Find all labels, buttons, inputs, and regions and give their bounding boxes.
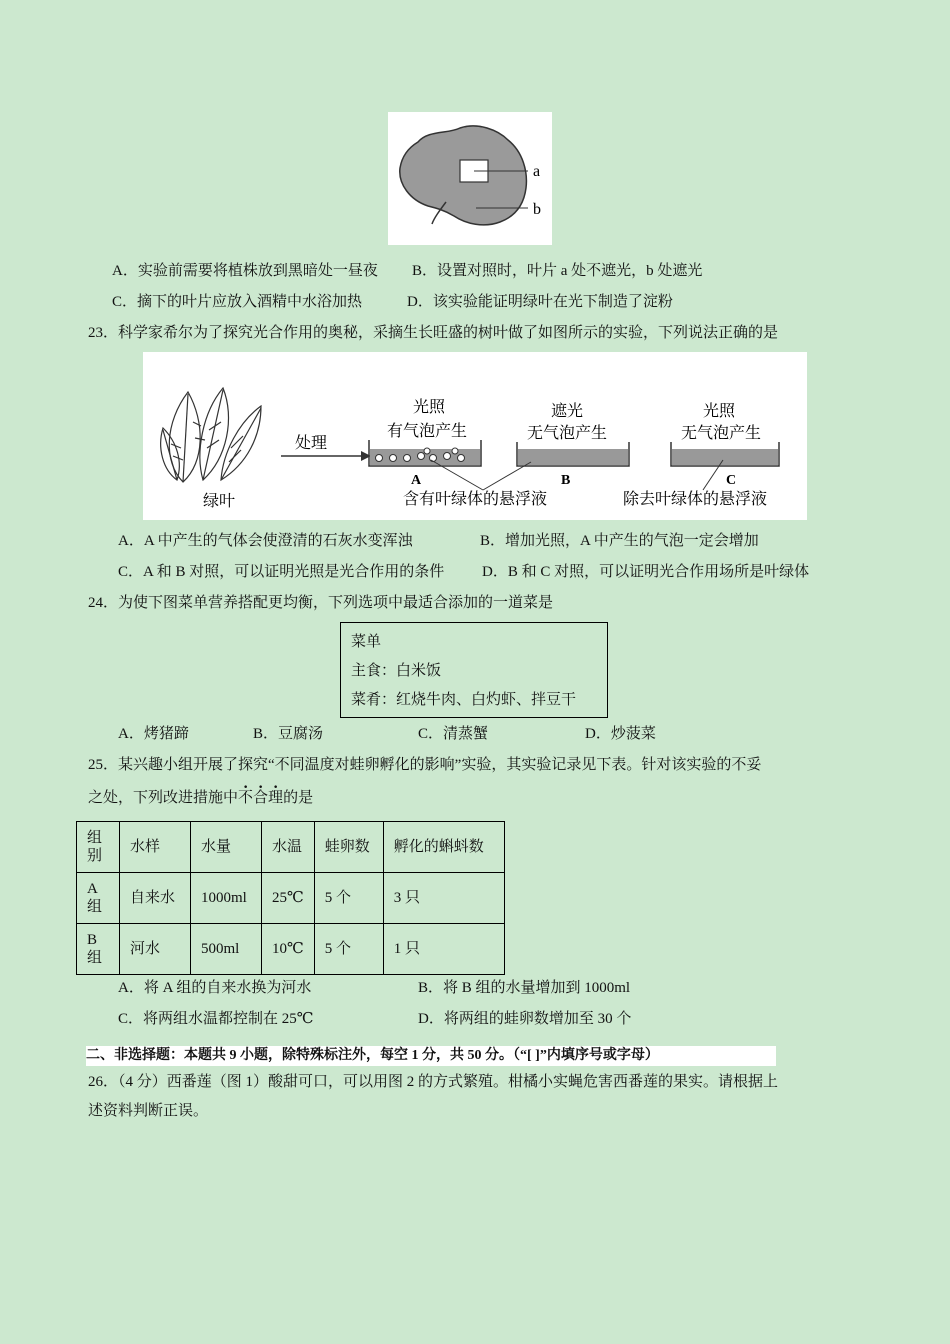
table-row: [77, 873, 505, 924]
emph-char-1: 不: [238, 790, 254, 806]
q25-option-b: B．将 B 组的水量增加到 1000ml: [418, 980, 631, 996]
q25-option-d: D．将两组的蛙卵数增加至 30 个: [418, 1011, 632, 1027]
q22-option-a: A．实验前需要将植株放到黑暗处一昼夜: [112, 263, 378, 279]
b-nobubble-label: 无气泡产生: [527, 423, 608, 442]
q23-stem: 23．科学家希尔为了探究光合作用的奥秘，采摘生长旺盛的树叶做了如图所示的实验，下列说法正确的是: [88, 325, 779, 341]
q24-option-a: A．烤猪蹄: [118, 726, 189, 742]
leaf-label: 绿叶: [203, 491, 236, 510]
q24-option-b: B．豆腐汤: [253, 726, 324, 742]
leaves-icon: [161, 388, 261, 482]
beaker-c-name: C: [726, 473, 737, 488]
q22-option-b: B．设置对照时，叶片 a 处不遮光，b 处遮光: [412, 263, 703, 279]
q25-option-c: C．将两组水温都控制在 25℃: [118, 1011, 314, 1027]
cell: 10℃: [262, 924, 315, 975]
beaker-a-name: A: [411, 473, 422, 488]
menu-title: 菜单: [351, 634, 382, 650]
q23-option-b: B．增加光照，A 中产生的气泡一定会增加: [480, 533, 759, 549]
experiment-table: [76, 821, 505, 975]
cell: 25℃: [262, 873, 315, 924]
cell: 1000ml: [191, 873, 262, 924]
suspension-b: [518, 449, 628, 465]
c-light-label: 光照: [703, 401, 736, 420]
header-water-temp: 水温: [262, 822, 315, 873]
q26-line2: 述资料判断正误。: [88, 1103, 209, 1119]
beaker-b-name: B: [561, 473, 571, 488]
note-with-chloroplast: 含有叶绿体的悬浮液: [403, 489, 548, 508]
q25-option-a: A．将 A 组的自来水换为河水: [118, 980, 312, 996]
a-bubble-label: 有气泡产生: [387, 421, 468, 440]
table-row: [77, 924, 505, 975]
c-nobubble-label: 无气泡产生: [681, 423, 762, 442]
q25-stem-post: 的是: [283, 790, 314, 806]
suspension-c: [672, 449, 778, 465]
cell: B 组: [77, 924, 120, 975]
leaf-drawing: [388, 112, 552, 245]
cell: 500ml: [191, 924, 262, 975]
q23-option-d: D．B 和 C 对照，可以证明光合作用场所是叶绿体: [482, 564, 810, 580]
label-b: b: [533, 201, 541, 218]
q25-stem-line2: [88, 788, 313, 808]
cell: 河水: [120, 924, 191, 975]
b-dark-label: 遮光: [551, 401, 584, 420]
cell: 自来水: [120, 873, 191, 924]
table-header-row: [77, 822, 505, 873]
emph-char-3: 理: [268, 790, 284, 806]
q25-stem-line1: 25．某兴趣小组开展了探究“不同温度对蛙卵孵化的影响”实验，其实验记录见下表。针对该实验的不妥: [88, 757, 762, 773]
q24-stem: 24．为使下图菜单营养搭配更均衡，下列选项中最适合添加的一道菜是: [88, 595, 554, 611]
a-light-label: 光照: [413, 397, 446, 416]
q25-stem-pre: 之处，下列改进措施中: [88, 790, 239, 806]
leaf-figure: [388, 112, 552, 245]
pointer-line-b: [483, 462, 531, 490]
photosynthesis-figure: [143, 352, 807, 520]
cell: 5 个: [314, 924, 383, 975]
process-label: 处理: [295, 433, 328, 452]
note-without-chloroplast: 除去叶绿体的悬浮液: [623, 489, 768, 508]
experiment-drawing: [143, 352, 807, 520]
emph-char-2: 合: [253, 790, 269, 806]
header-group: 组别: [77, 822, 120, 873]
header-tadpole-count: 孵化的蝌蚪数: [383, 822, 504, 873]
cell: 3 只: [383, 873, 504, 924]
section-heading: 二、非选择题：本题共 9 小题，除特殊标注外，每空 1 分，共 50 分。（“[ ]”内填序号或字母）: [86, 1046, 776, 1066]
q24-option-d: D．炒菠菜: [585, 726, 656, 742]
q22-option-d: D．该实验能证明绿叶在光下制造了淀粉: [407, 294, 673, 310]
menu-dishes: 菜肴：红烧牛肉、白灼虾、拌豆干: [351, 692, 577, 708]
cell: A 组: [77, 873, 120, 924]
cell: 1 只: [383, 924, 504, 975]
q26-line1: 26．（4 分）西番莲（图 1）酸甜可口，可以用图 2 的方式繁殖。柑橘小实蝇危害西番莲的果实。请根据上: [88, 1074, 779, 1090]
header-water-volume: 水量: [191, 822, 262, 873]
q22-option-c: C．摘下的叶片应放入酒精中水浴加热: [112, 294, 363, 310]
cell: 5 个: [314, 873, 383, 924]
q23-option-c: C．A 和 B 对照，可以证明光照是光合作用的条件: [118, 564, 445, 580]
header-water-sample: 水样: [120, 822, 191, 873]
q23-option-a: A．A 中产生的气体会使澄清的石灰水变浑浊: [118, 533, 413, 549]
q24-option-c: C．清蒸蟹: [418, 726, 489, 742]
menu-box: [340, 622, 608, 718]
menu-staple: 主食：白米饭: [351, 663, 442, 679]
label-a: a: [533, 163, 541, 180]
header-egg-count: 蛙卵数: [314, 822, 383, 873]
